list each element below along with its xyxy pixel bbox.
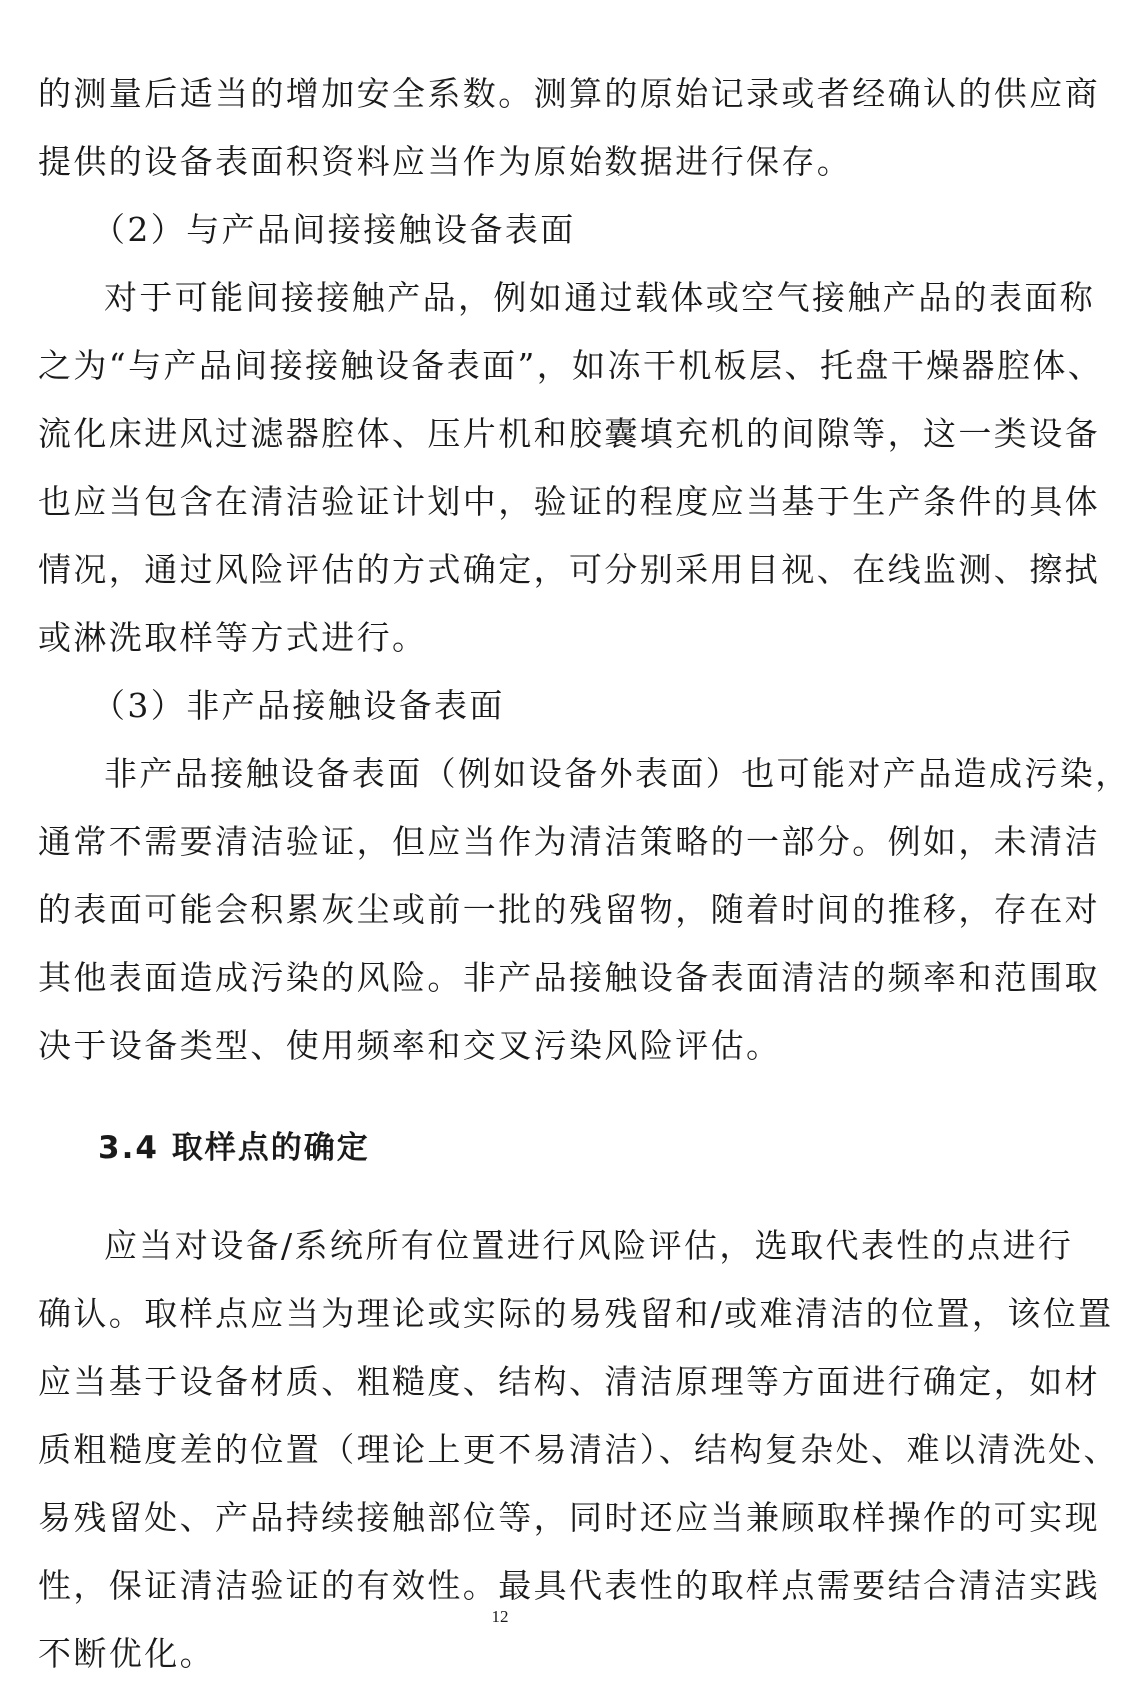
document-page [38,60,1131,1688]
paragraph-line: 之为“与产品间接接触设备表面”，如冻干机板层、托盘干燥器腔体、 [38,346,1104,385]
paragraph-line: 质粗糙度差的位置（理论上更不易清洁）、结构复杂处、难以清洗处、 [38,1430,1119,1469]
paragraph-line: 情况，通过风险评估的方式确定，可分别采用目视、在线监测、擦拭 [38,550,1100,589]
paragraph-line: 流化床进风过滤器腔体、压片机和胶囊填充机的间隙等，这一类设备 [38,414,1100,453]
paragraph-line: 提供的设备表面积资料应当作为原始数据进行保存。 [38,142,853,181]
intro-paragraph [38,60,1100,196]
subsection-non-contact [38,672,1131,1080]
paragraph-line: 易残留处、产品持续接触部位等，同时还应当兼顾取样操作的可实现 [38,1498,1100,1537]
subsection-heading: （2）与产品间接接触设备表面 [92,210,576,249]
subsection-indirect-contact [38,196,1104,672]
paragraph-line: 通常不需要清洁验证，但应当作为清洁策略的一部分。例如，未清洁 [38,822,1100,861]
paragraph-line: 对于可能间接接触产品，例如通过载体或空气接触产品的表面称 [104,278,1096,317]
section-sampling-points [38,1108,1119,1688]
paragraph-line: 应当对设备/系统所有位置进行风险评估，选取代表性的点进行 [104,1226,1074,1265]
paragraph-line: 非产品接触设备表面（例如设备外表面）也可能对产品造成污染， [104,754,1131,793]
paragraph-line: 确认。取样点应当为理论或实际的易残留和/或难清洁的位置，该位置 [38,1294,1114,1333]
paragraph-line: 性，保证清洁验证的有效性。最具代表性的取样点需要结合清洁实践 [38,1566,1100,1605]
paragraph-line: 也应当包含在清洁验证计划中，验证的程度应当基于生产条件的具体 [38,482,1100,521]
paragraph-line: 不断优化。 [38,1634,215,1673]
subsection-heading: （3）非产品接触设备表面 [92,686,505,725]
paragraph-line: 的测量后适当的增加安全系数。测算的原始记录或者经确认的供应商 [38,74,1100,113]
page-number: 12 [491,1607,509,1626]
section-heading: 3.4 取样点的确定 [98,1130,370,1166]
paragraph-line: 应当基于设备材质、粗糙度、结构、清洁原理等方面进行确定，如材 [38,1362,1100,1401]
paragraph-line: 决于设备类型、使用频率和交叉污染风险评估。 [38,1026,782,1065]
paragraph-line: 或淋洗取样等方式进行。 [38,618,428,657]
paragraph-line: 其他表面造成污染的风险。非产品接触设备表面清洁的频率和范围取 [38,958,1100,997]
paragraph-line: 的表面可能会积累灰尘或前一批的残留物，随着时间的推移，存在对 [38,890,1100,929]
